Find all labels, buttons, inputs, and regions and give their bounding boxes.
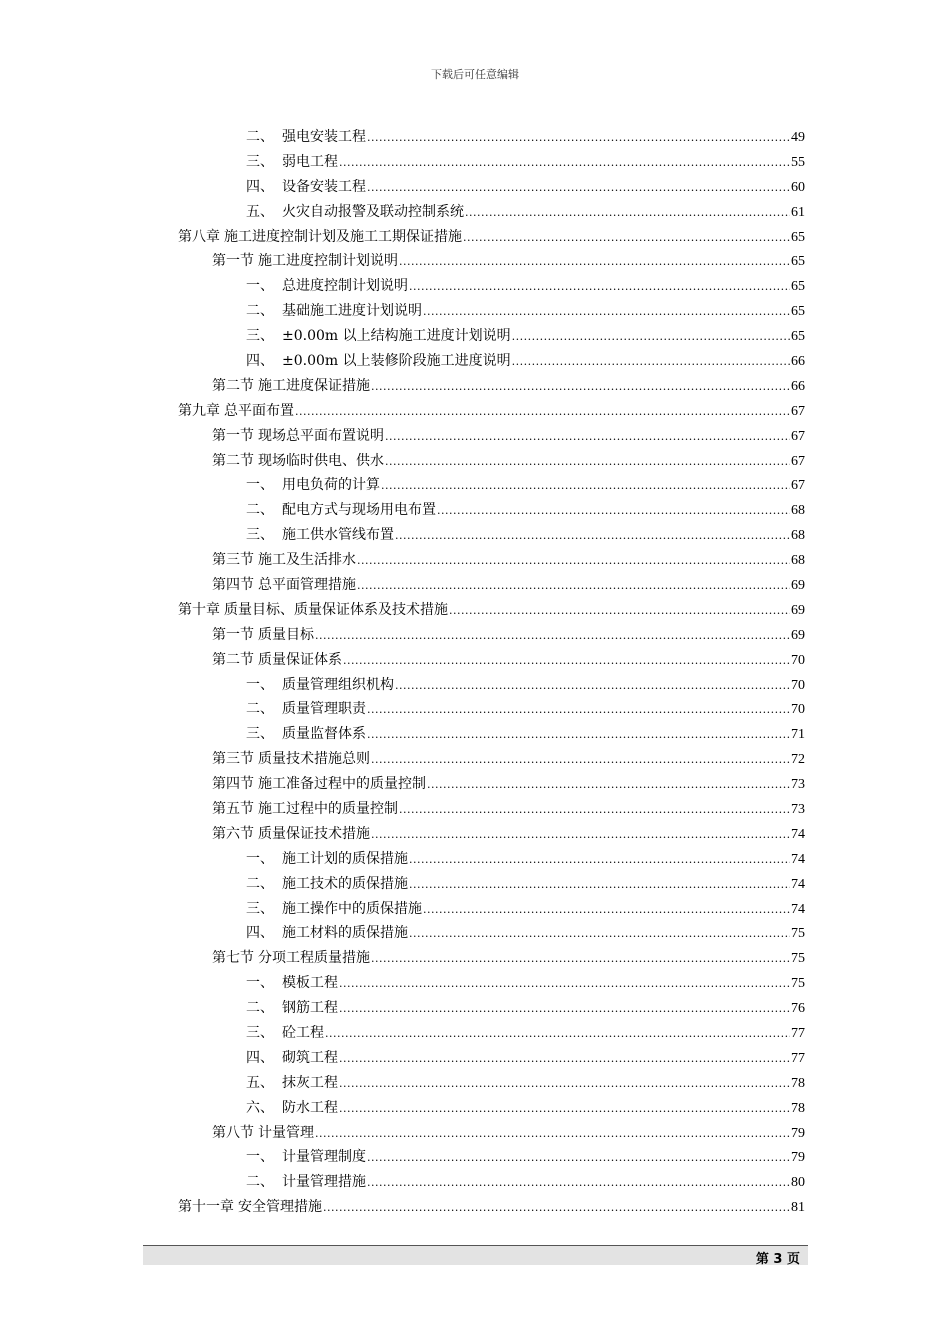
toc-entry-number: 第九章 xyxy=(178,402,220,419)
toc-entry-page: 79 xyxy=(791,1150,805,1166)
dot-leader xyxy=(357,552,790,570)
toc-entry-title: 质量保证体系 xyxy=(258,651,342,668)
dot-leader xyxy=(339,1050,790,1068)
toc-entry-title: 设备安装工程 xyxy=(282,178,366,195)
toc-entry-number: 四、 xyxy=(246,352,274,369)
toc-entry-title: 施工供水管线布置 xyxy=(282,527,394,544)
toc-entry[interactable] xyxy=(246,673,950,698)
toc-entry-page: 65 xyxy=(791,254,805,270)
toc-entry-page: 61 xyxy=(791,204,805,220)
toc-entry-number: 二、 xyxy=(246,701,274,718)
dot-leader xyxy=(339,154,790,172)
dot-leader xyxy=(423,303,790,321)
dot-leader xyxy=(427,776,790,794)
toc-entry-page: 74 xyxy=(791,851,805,867)
toc-entry-number: 第十章 xyxy=(178,601,220,618)
toc-entry-title: 弱电工程 xyxy=(282,153,338,170)
toc-entry-page: 70 xyxy=(791,702,805,718)
toc-entry-title: 施工操作中的质保措施 xyxy=(282,900,422,917)
toc-entry[interactable] xyxy=(246,473,950,498)
toc-entry-page: 68 xyxy=(791,528,805,544)
toc-entry[interactable] xyxy=(212,1121,950,1146)
toc-entry-page: 67 xyxy=(791,428,805,444)
toc-entry-page: 69 xyxy=(791,577,805,593)
toc-entry[interactable] xyxy=(212,374,950,399)
toc-entry-number: 三、 xyxy=(246,900,274,917)
toc-entry-title: 钢筋工程 xyxy=(282,1000,338,1017)
dot-leader xyxy=(399,253,790,271)
toc-entry-title: 计量管理 xyxy=(258,1124,314,1141)
toc-entry-number: 三、 xyxy=(246,1025,274,1041)
toc-entry-title: 施工进度控制计划说明 xyxy=(258,253,398,270)
toc-entry[interactable] xyxy=(246,324,950,349)
page-footer xyxy=(143,1245,808,1265)
toc-entry-number: 二、 xyxy=(246,1174,274,1191)
toc-entry-title: 质量监督体系 xyxy=(282,726,366,743)
toc-entry-page: 75 xyxy=(791,976,805,992)
dot-leader xyxy=(339,1100,790,1118)
toc-entry-title: 抹灰工程 xyxy=(282,1074,338,1091)
dot-leader xyxy=(371,950,790,968)
dot-leader xyxy=(512,353,790,371)
toc-entry[interactable] xyxy=(212,573,950,598)
toc-entry[interactable] xyxy=(212,772,950,797)
toc-entry[interactable] xyxy=(212,797,950,822)
dot-leader xyxy=(409,851,790,869)
toc-entry-number: 五、 xyxy=(246,1074,274,1091)
toc-entry-title: 用电负荷的计算 xyxy=(282,477,380,494)
toc-entry[interactable] xyxy=(178,1195,950,1220)
toc-entry[interactable] xyxy=(246,1071,950,1096)
dot-leader xyxy=(295,403,790,421)
dot-leader xyxy=(367,179,790,197)
toc-entry-number: 第六节 xyxy=(212,825,254,842)
toc-entry[interactable] xyxy=(212,946,950,971)
toc-entry-number: 二、 xyxy=(246,1000,274,1017)
toc-entry[interactable] xyxy=(246,996,950,1021)
toc-entry[interactable] xyxy=(178,225,950,250)
toc-entry-page: 71 xyxy=(791,727,805,743)
toc-entry-number: 第二节 xyxy=(212,651,254,668)
toc-entry-number: 第八章 xyxy=(178,228,220,245)
dot-leader xyxy=(367,129,790,147)
toc-entry-page: 74 xyxy=(791,876,805,892)
toc-entry-title: 火灾自动报警及联动控制系统 xyxy=(282,203,464,220)
toc-entry-title: 砌筑工程 xyxy=(282,1049,338,1066)
toc-entry-number: 第四节 xyxy=(212,576,254,593)
toc-entry-title: 质量目标 xyxy=(258,626,314,643)
toc-entry-page: 60 xyxy=(791,179,805,195)
dot-leader xyxy=(395,677,790,695)
toc-entry[interactable] xyxy=(246,1046,950,1071)
toc-entry[interactable] xyxy=(246,847,950,872)
toc-entry-title: 现场总平面布置说明 xyxy=(258,427,384,444)
toc-entry-title: 施工材料的质保措施 xyxy=(282,925,408,942)
toc-entry-title: 施工计划的质保措施 xyxy=(282,850,408,867)
dot-leader xyxy=(463,229,790,247)
dot-leader xyxy=(315,1125,790,1143)
dot-leader xyxy=(371,378,790,396)
dot-leader xyxy=(371,826,790,844)
toc-entry-number: 二、 xyxy=(246,502,274,519)
dot-leader xyxy=(371,751,790,769)
toc-entry[interactable] xyxy=(246,1021,950,1046)
toc-entry-page: 77 xyxy=(791,1050,805,1066)
dot-leader xyxy=(339,1000,790,1018)
toc-entry-page: 74 xyxy=(791,826,805,842)
toc-entry-title: 总平面管理措施 xyxy=(258,576,356,593)
toc-entry-title: 施工进度控制计划及施工工期保证措施 xyxy=(224,228,462,245)
toc-entry-number: 六、 xyxy=(246,1099,274,1116)
dot-leader xyxy=(423,901,790,919)
dot-leader xyxy=(367,726,790,744)
toc-entry[interactable] xyxy=(212,747,950,772)
dot-leader xyxy=(465,204,790,222)
toc-entry-title: 计量管理措施 xyxy=(282,1174,366,1191)
toc-entry[interactable] xyxy=(246,722,950,747)
toc-entry[interactable] xyxy=(246,922,950,947)
toc-entry[interactable] xyxy=(212,449,950,474)
dot-leader xyxy=(367,701,790,719)
dot-leader xyxy=(367,1149,790,1167)
toc-entry-page: 77 xyxy=(791,1026,805,1041)
toc-entry[interactable] xyxy=(246,299,950,324)
toc-entry-page: 80 xyxy=(791,1175,805,1191)
toc-entry-number: 四、 xyxy=(246,178,274,195)
toc-entry-title: 分项工程质量措施 xyxy=(258,950,370,967)
dot-leader xyxy=(339,975,790,993)
toc-entry-title: 计量管理制度 xyxy=(282,1149,366,1166)
toc-entry-page: 73 xyxy=(791,801,805,817)
toc-entry-number: 第二节 xyxy=(212,452,254,469)
dot-leader xyxy=(395,527,790,545)
toc-entry[interactable] xyxy=(246,1170,950,1195)
toc-entry-number: 二、 xyxy=(246,875,274,892)
dot-leader xyxy=(409,876,790,894)
toc-entry[interactable] xyxy=(212,623,950,648)
toc-entry-page: 55 xyxy=(791,154,805,170)
toc-entry[interactable] xyxy=(178,598,950,623)
toc-entry[interactable] xyxy=(246,150,950,175)
toc-entry-page: 72 xyxy=(791,752,805,768)
toc-entry[interactable] xyxy=(212,548,950,573)
toc-entry-number: 第一节 xyxy=(212,626,254,643)
toc-entry-title: 砼工程 xyxy=(282,1025,324,1041)
toc-entry-number: 一、 xyxy=(246,676,274,693)
toc-entry-number: 一、 xyxy=(246,1149,274,1166)
toc-entry-number: 四、 xyxy=(246,925,274,942)
toc-entry-page: 49 xyxy=(791,129,805,145)
toc-entry[interactable] xyxy=(246,200,950,225)
toc-entry-page: 66 xyxy=(791,378,805,394)
toc-entry[interactable] xyxy=(246,274,950,299)
toc-entry[interactable] xyxy=(246,1146,950,1171)
toc-entry-page: 70 xyxy=(791,677,805,693)
toc-entry-number: 三、 xyxy=(246,153,274,170)
toc-entry-number: 五、 xyxy=(246,203,274,220)
toc-entry-title: 施工进度保证措施 xyxy=(258,377,370,394)
toc-entry-number: 第五节 xyxy=(212,800,254,817)
toc-entry-page: 66 xyxy=(791,353,805,369)
toc-entry-number: 第三节 xyxy=(212,751,254,768)
dot-leader xyxy=(512,328,790,346)
dot-leader xyxy=(357,577,790,595)
toc-entry-number: 四、 xyxy=(246,1049,274,1066)
toc-entry-title: 防水工程 xyxy=(282,1099,338,1116)
toc-entry[interactable] xyxy=(212,822,950,847)
dot-leader xyxy=(315,627,790,645)
toc-entry-page: 67 xyxy=(791,478,805,494)
table-of-contents xyxy=(0,125,950,1220)
toc-entry[interactable] xyxy=(246,697,950,722)
toc-entry-title: 施工技术的质保措施 xyxy=(282,875,408,892)
toc-entry-page: 69 xyxy=(791,602,805,618)
toc-entry-page: 68 xyxy=(791,503,805,519)
toc-entry[interactable] xyxy=(246,125,950,150)
toc-entry-page: 76 xyxy=(791,1001,805,1017)
dot-leader xyxy=(399,801,790,819)
dot-leader xyxy=(385,453,790,471)
toc-entry[interactable] xyxy=(212,249,950,274)
toc-entry-page: 67 xyxy=(791,453,805,469)
toc-entry-number: 第一节 xyxy=(212,253,254,270)
toc-entry-number: 第二节 xyxy=(212,377,254,394)
toc-entry-page: 75 xyxy=(791,926,805,942)
toc-entry-number: 二、 xyxy=(246,303,274,320)
dot-leader xyxy=(409,925,790,943)
dot-leader xyxy=(449,602,790,620)
toc-entry-page: 70 xyxy=(791,652,805,668)
toc-entry-title: 模板工程 xyxy=(282,975,338,992)
toc-entry-page: 75 xyxy=(791,951,805,967)
toc-entry-page: 73 xyxy=(791,777,805,793)
toc-entry-title: 强电安装工程 xyxy=(282,128,366,145)
toc-entry-title: 质量保证技术措施 xyxy=(258,825,370,842)
toc-entry-title: 总平面布置 xyxy=(224,402,294,419)
toc-entry-number: 一、 xyxy=(246,850,274,867)
toc-entry[interactable] xyxy=(246,349,950,374)
toc-entry-number: 第三节 xyxy=(212,552,254,569)
toc-entry[interactable] xyxy=(212,648,950,673)
toc-entry-page: 65 xyxy=(791,279,805,295)
toc-entry-page: 65 xyxy=(791,329,805,345)
toc-entry-title: 现场临时供电、供水 xyxy=(258,452,384,469)
toc-entry[interactable] xyxy=(246,897,950,922)
toc-entry[interactable] xyxy=(246,971,950,996)
toc-entry-page: 74 xyxy=(791,901,805,917)
toc-entry-title: 施工准备过程中的质量控制 xyxy=(258,776,426,793)
toc-entry[interactable] xyxy=(178,399,950,424)
toc-entry-title: 质量管理组织机构 xyxy=(282,676,394,693)
toc-entry[interactable] xyxy=(246,175,950,200)
toc-entry-number: 一、 xyxy=(246,975,274,992)
page-number: 第 3 页 xyxy=(755,1252,800,1267)
toc-entry-title: 总进度控制计划说明 xyxy=(282,278,408,295)
dot-leader xyxy=(339,1075,790,1093)
toc-entry-page: 65 xyxy=(791,304,805,320)
toc-entry-title: 质量管理职责 xyxy=(282,701,366,718)
toc-entry-title: 质量目标、质量保证体系及技术措施 xyxy=(224,601,448,618)
toc-entry[interactable] xyxy=(246,872,950,897)
toc-entry-number: 第四节 xyxy=(212,776,254,793)
toc-entry-number: 三、 xyxy=(246,726,274,743)
toc-entry-page: 67 xyxy=(791,403,805,419)
toc-entry-number: 一、 xyxy=(246,278,274,295)
toc-entry[interactable] xyxy=(246,523,950,548)
toc-entry-title: ±0.00m 以上结构施工进度计划说明 xyxy=(282,328,511,345)
toc-entry[interactable] xyxy=(246,498,950,523)
toc-entry-page: 79 xyxy=(791,1125,805,1141)
dot-leader xyxy=(343,652,790,670)
toc-entry-number: 第七节 xyxy=(212,950,254,967)
dot-leader xyxy=(385,428,790,446)
toc-entry-number: 第十一章 xyxy=(178,1199,234,1216)
toc-entry-page: 68 xyxy=(791,553,805,569)
toc-entry-page: 81 xyxy=(791,1200,805,1216)
header-note: 下载后可任意编辑 xyxy=(431,68,519,81)
toc-entry-title: 配电方式与现场用电布置 xyxy=(282,502,436,519)
toc-entry-number: 三、 xyxy=(246,328,274,345)
toc-entry-page: 78 xyxy=(791,1075,805,1091)
toc-entry-title: 施工过程中的质量控制 xyxy=(258,800,398,817)
toc-entry-number: 一、 xyxy=(246,477,274,494)
toc-entry-title: 安全管理措施 xyxy=(238,1199,322,1216)
toc-entry-number: 第一节 xyxy=(212,427,254,444)
toc-entry-number: 第八节 xyxy=(212,1124,254,1141)
toc-entry-title: 基础施工进度计划说明 xyxy=(282,303,422,320)
toc-entry-title: 施工及生活排水 xyxy=(258,552,356,569)
dot-leader xyxy=(367,1174,790,1192)
dot-leader xyxy=(409,278,790,296)
toc-entry-page: 65 xyxy=(791,229,805,245)
toc-entry-title: ±0.00m 以上装修阶段施工进度说明 xyxy=(282,352,511,369)
toc-entry-number: 三、 xyxy=(246,527,274,544)
toc-entry-number: 二、 xyxy=(246,128,274,145)
toc-entry-title: 质量技术措施总则 xyxy=(258,751,370,768)
dot-leader xyxy=(437,502,790,520)
dot-leader xyxy=(325,1025,790,1043)
toc-entry[interactable] xyxy=(212,424,950,449)
dot-leader xyxy=(323,1199,790,1217)
dot-leader xyxy=(381,477,790,495)
toc-entry-page: 69 xyxy=(791,627,805,643)
toc-entry-page: 78 xyxy=(791,1100,805,1116)
toc-entry[interactable] xyxy=(246,1096,950,1121)
